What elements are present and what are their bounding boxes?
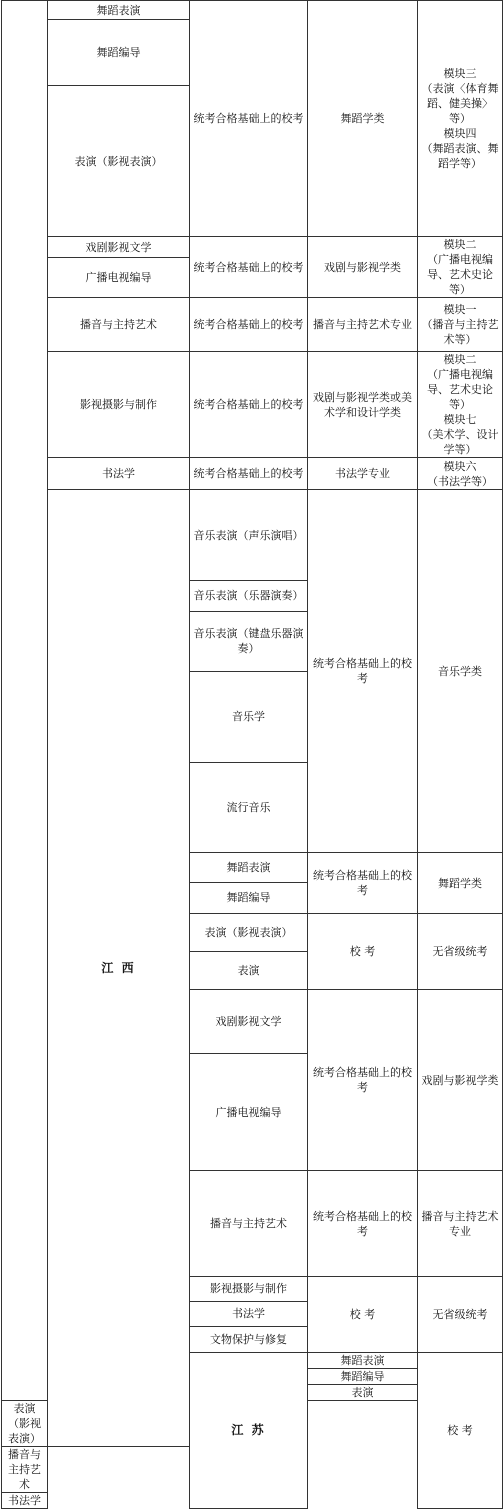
exam-method-cell [190,1,308,237]
major-cell [190,762,308,853]
module-cell [418,352,503,458]
major-cell [48,298,190,352]
cell-text: 统考合格基础上的校考 [193,398,304,411]
major-cell [190,1171,308,1277]
cell-text: 舞蹈学类 [340,112,385,125]
exam-method-cell [308,1171,418,1277]
cell-text: 表演（影视表演） [204,926,293,939]
major-cell [308,1385,418,1401]
exam-method-cell [308,914,418,990]
province-cell [48,490,190,1447]
cell-text: 统考合格基础上的校考 [193,467,304,480]
module-cell [418,298,503,352]
major-cell [190,952,308,990]
cell-text: 表演（影视表演） [8,1402,41,1445]
major-cell [190,1054,308,1171]
major-cell [48,86,190,237]
cell-text: 播音与主持艺术 [210,1217,287,1230]
exam-category-cell [418,914,503,990]
module-cell [418,237,503,298]
exam-category-cell [308,237,418,298]
cell-text: 统考合格基础上的校考 [193,260,304,274]
exam-method-cell [190,298,308,352]
cell-text: 戏剧影视文学 [85,240,152,254]
major-cell [48,237,190,258]
cell-text: 书法学 [232,1307,265,1321]
table-row [2,490,503,581]
cell-text: 广播电视编导 [215,1105,282,1119]
cell-text: 文物保护与修复 [210,1332,287,1346]
cell-text: 江 苏 [231,1423,266,1437]
major-cell [190,1277,308,1302]
exam-category-cell [308,352,418,458]
cell-text: 统考合格基础上的校考 [313,657,412,685]
table-row [2,458,503,490]
major-cell [48,458,190,490]
cell-text: 统考合格基础上的校考 [193,318,304,331]
cell-text: 统考合格基础上的校考 [313,1066,412,1094]
cell-text: 舞蹈编导 [340,1370,385,1383]
cell-text: 舞蹈表演 [96,3,141,17]
cell-text: 播音与主持艺术专业 [421,1209,499,1238]
exam-method-cell [308,490,418,853]
major-cell [308,1353,418,1369]
cell-text: 统考合格基础上的校考 [313,869,412,897]
major-cell [2,1401,48,1447]
province-cell [2,1,48,1401]
major-cell [190,882,308,913]
cell-text: 播音与主持艺术 [8,1448,41,1491]
cell-text: 播音与主持艺术 [80,318,157,331]
cell-text: 模块二 （广播电视编导、艺术史论等） 模块七 （美术学、设计学等） [421,353,499,456]
major-cell [190,611,308,671]
art-exam-table [1,0,503,1509]
exam-category-cell [418,853,503,914]
cell-text: 影视摄影与制作 [210,1282,287,1296]
cell-text: 戏剧与影视学类 [324,260,401,274]
cell-text: 戏剧与影视学类 [421,1073,499,1087]
cell-text: 江 西 [101,960,136,975]
major-cell [190,1326,308,1352]
cell-text: 书法学 [102,467,135,480]
table-row [2,298,503,352]
major-cell [48,352,190,458]
exam-method-cell [308,853,418,914]
exam-category-cell [308,458,418,490]
exam-method-cell [308,1277,418,1353]
exam-method-cell [418,1353,503,1509]
cell-text: 模块六 （书法学等） [427,459,493,488]
cell-text: 书法学专业 [335,467,390,480]
cell-text: 书法学 [8,1494,41,1507]
major-cell [2,1447,48,1493]
cell-text: 舞蹈编导 [226,891,271,905]
cell-text: 音乐表演（声乐演唱） [193,528,304,542]
cell-text: 模块三 （表演〈体育舞蹈、健美操〉等） 模块四 （舞蹈表演、舞蹈学等） [421,67,499,170]
cell-text: 流行音乐 [226,800,271,814]
cell-text: 统考合格基础上的校考 [313,1209,412,1238]
cell-text: 音乐学类 [438,664,482,678]
exam-category-cell [308,298,418,352]
cell-text: 广播电视编导 [85,271,152,285]
module-cell [418,458,503,490]
cell-text: 戏剧与影视学类或美术学和设计学类 [313,390,412,419]
major-cell [48,258,190,298]
cell-text: 校 考 [447,1424,473,1437]
cell-text: 校 考 [349,945,376,958]
exam-category-cell [418,1277,503,1353]
major-cell [190,914,308,952]
exam-method-cell [308,990,418,1171]
major-cell [190,853,308,883]
table-row [2,1,503,20]
major-cell [2,1493,48,1509]
cell-text: 表演（影视表演） [74,154,163,168]
cell-text: 播音与主持艺术专业 [313,318,412,331]
major-cell [190,490,308,581]
cell-text: 无省级统考 [432,1308,488,1321]
major-cell [48,1,190,20]
cell-text: 舞蹈学类 [438,876,482,890]
cell-text: 无省级统考 [432,945,488,958]
cell-text: 表演 [351,1386,374,1399]
major-cell [190,672,308,763]
exam-method-cell [190,352,308,458]
table-row [2,352,503,458]
cell-text: 表演 [237,964,260,977]
cell-text: 模块二 （广播电视编导、艺术史论等） [427,238,493,296]
cell-text: 舞蹈表演 [340,1354,385,1367]
cell-text: 舞蹈编导 [96,46,141,59]
table-row [2,237,503,258]
cell-text: 戏剧影视文学 [215,1015,282,1029]
exam-category-cell [418,1171,503,1277]
cell-text: 音乐表演（键盘乐器演奏） [193,627,304,656]
exam-category-cell [308,1,418,237]
province-cell [190,1353,308,1509]
cell-text: 统考合格基础上的校考 [193,112,304,125]
exam-method-cell [190,458,308,490]
major-cell [190,581,308,612]
major-cell [308,1369,418,1385]
exam-category-cell [418,990,503,1171]
major-cell [190,1301,308,1326]
exam-category-cell [418,490,503,853]
exam-method-cell [190,237,308,298]
cell-text: 校 考 [349,1308,376,1321]
cell-text: 影视摄影与制作 [80,398,157,411]
table-body [2,1,503,1509]
cell-text: 舞蹈表演 [226,860,271,874]
module-cell [418,1,503,237]
cell-text: 音乐表演（乐器演奏） [193,589,304,603]
major-cell [48,20,190,86]
cell-text: 模块一 （播音与主持艺术等） [421,303,499,346]
cell-text: 音乐学 [232,710,265,724]
major-cell [190,990,308,1054]
